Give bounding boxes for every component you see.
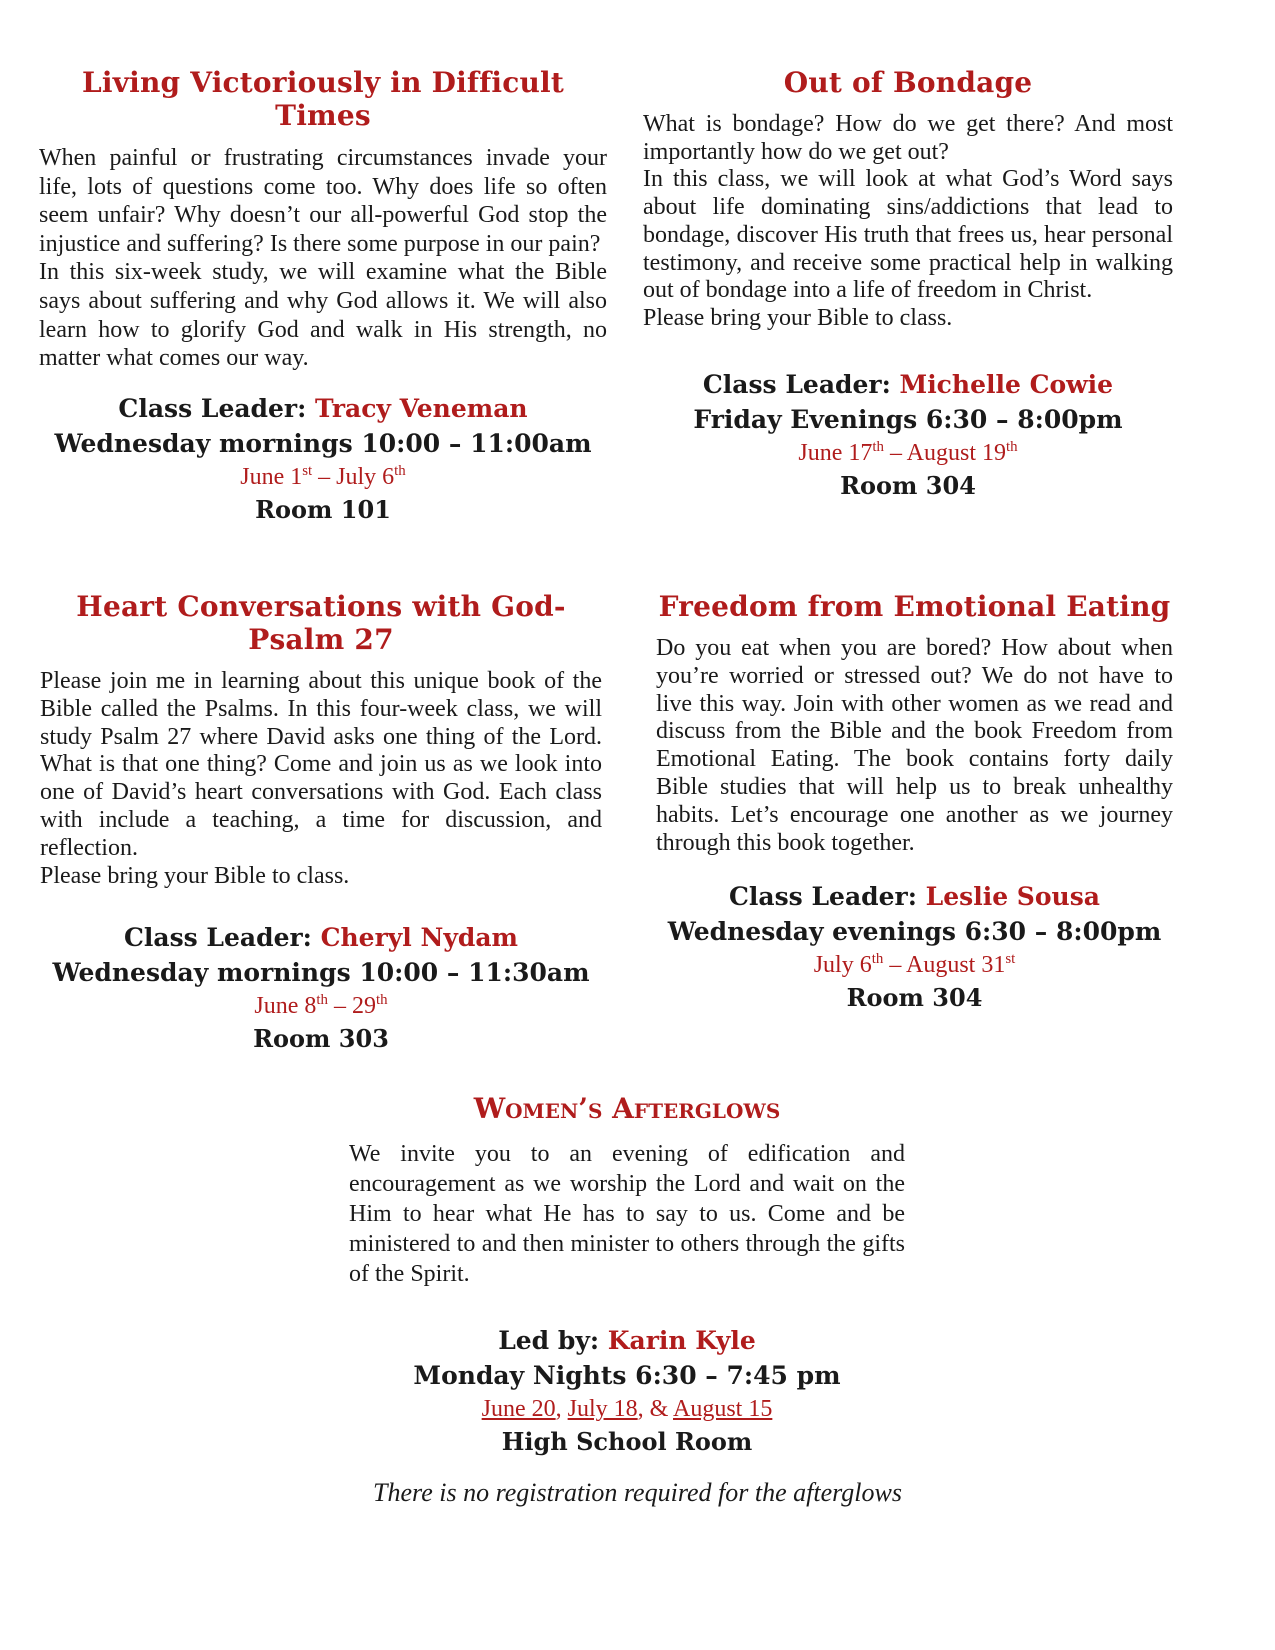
class-section-living-victoriously (39, 66, 607, 527)
description-paragraph: Do you eat when you are bored? How about when you’re worried or stressed out? We do not have to live this way. Join with other women as we read and discuss from the Bible and the book Freedom from Emotional Eating. The book contains forty daily Bible studies that will help us to break unhealthy habits. Let’s encourage one another as we journey through this book together. (656, 635, 1173, 856)
class-schedule: Wednesday mornings 10:00 – 11:00am (54, 428, 592, 458)
section-title: Freedom from Emotional Eating (658, 590, 1171, 623)
leader-name: Karin Kyle (607, 1326, 756, 1355)
leader-name: Tracy Veneman (315, 393, 528, 423)
afterglows-leader: Led by: Karin Kyle (498, 1326, 756, 1355)
section-description (643, 111, 1173, 333)
leader-name: Leslie Sousa (925, 882, 1100, 912)
class-room: Room 304 (840, 470, 976, 500)
class-dates: June 8th – 29th (254, 992, 388, 1020)
section-title: Living Victoriously in Difficult Times (81, 66, 565, 132)
description-paragraph: When painful or frustrating circumstances invade your life, lots of questions come too. Why does life so often seem unfair? Why doesn’t our all-powerful God stop the injustice and suffering? Is there some purpose in our pain? (39, 145, 607, 257)
afterglows-section (349, 1092, 905, 1459)
afterglows-description: We invite you to an evening of edification and encouragement as we worship the Lord and wait on the Him to hear what He has to say to us. Come and be ministered to and then minister to others through the gifts of the Spirit. (349, 1141, 905, 1287)
description-paragraph: In this six-week study, we will examine what the Bible says about suffering and why God allows it. We will also learn how to glorify God and walk in His strength, no matter what comes our way. (39, 259, 607, 372)
description-paragraph: Please bring your Bible to class. (643, 304, 953, 331)
class-dates: June 17th – August 19th (798, 438, 1018, 466)
leader-name: Michelle Cowie (899, 369, 1114, 399)
section-title: Out of Bondage (783, 66, 1033, 99)
class-room: Room 101 (255, 494, 391, 524)
registration-note: There is no registration required for the afterglows (373, 1478, 902, 1507)
section-description (39, 144, 607, 373)
section-title: Heart Conversations with God-Psalm 27 (76, 590, 566, 656)
description-paragraph: Please bring your Bible to class. (40, 862, 350, 889)
class-info (40, 920, 602, 1056)
afterglows-schedule: Monday Nights 6:30 – 7:45 pm (413, 1361, 841, 1390)
class-leader: Class Leader: Tracy Veneman (118, 393, 528, 423)
class-dates: June 1st – July 6th (240, 462, 406, 490)
section-description (656, 635, 1173, 857)
date-link[interactable]: August 15 (673, 1396, 773, 1422)
date-link[interactable]: June 20 (481, 1396, 556, 1422)
class-section-out-of-bondage (643, 66, 1173, 503)
class-leader: Class Leader: Cheryl Nydam (123, 923, 518, 953)
class-schedule: Wednesday mornings 10:00 – 11:30am (52, 958, 590, 988)
class-section-heart-conversations (40, 590, 602, 1056)
class-leader: Class Leader: Michelle Cowie (702, 369, 1114, 399)
class-leader: Class Leader: Leslie Sousa (729, 882, 1100, 912)
class-section-emotional-eating (656, 590, 1173, 1015)
class-schedule: Wednesday evenings 6:30 – 8:00pm (667, 917, 1162, 947)
class-room: Room 303 (253, 1024, 389, 1054)
section-description (40, 668, 602, 890)
class-room: Room 304 (846, 983, 983, 1013)
class-schedule: Friday Evenings 6:30 – 8:00pm (693, 404, 1123, 434)
class-info (643, 367, 1173, 503)
class-info (656, 879, 1173, 1015)
afterglows-dates: June 20, July 18, & August 15 (481, 1396, 773, 1422)
description-paragraph: Please join me in learning about this unique book of the Bible called the Psalms. In this four-week class, we will study Psalm 27 where David asks one thing of the Lord. What is that one thing? Come and join us as we look into one of David’s heart conversations with God. Each class with include a teaching, a time for discussion, and reflection. (40, 668, 602, 861)
class-dates: July 6th – August 31st (813, 951, 1016, 979)
afterglows-info (349, 1323, 905, 1459)
description-paragraph: What is bondage? How do we get there? And most importantly how do we get out? (643, 111, 1173, 165)
class-info (39, 391, 607, 527)
afterglows-title: Women’s Afterglows (473, 1092, 781, 1125)
date-link[interactable]: July 18 (567, 1396, 638, 1422)
afterglows-room: High School Room (501, 1427, 753, 1456)
description-paragraph: In this class, we will look at what God’s Word says about life dominating sins/addictions that lead to bondage, discover His truth that frees us, hear personal testimony, and receive some practical help in walking out of bondage into a life of freedom in Christ. (643, 166, 1173, 304)
leader-name: Cheryl Nydam (320, 923, 518, 953)
